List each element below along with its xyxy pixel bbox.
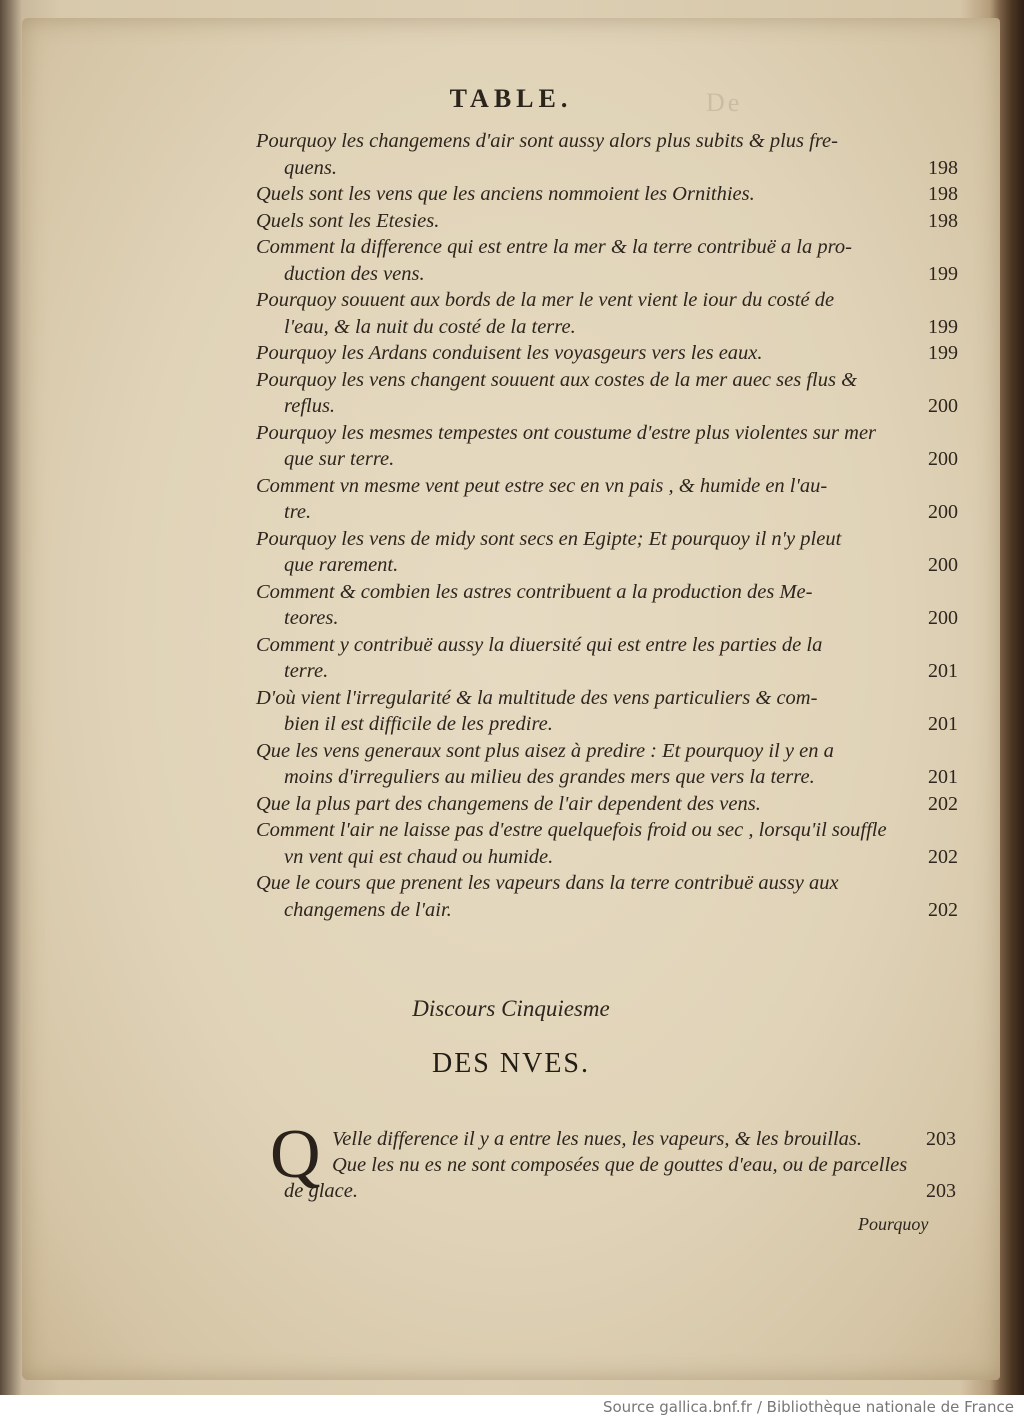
toc-entry-line: Que les vens generaux sont plus aisez à predire : Et pourquoy il y en a [256, 739, 834, 762]
page-number: 200 [928, 448, 958, 470]
toc-entry [256, 340, 956, 367]
page-number: 200 [928, 501, 958, 523]
toc-entry-text [256, 738, 956, 791]
toc-entry [256, 234, 956, 287]
chapter-title: DES NVES. [431, 1048, 590, 1079]
page-number: 200 [928, 554, 958, 576]
list-item [284, 1152, 956, 1204]
toc-entry [256, 579, 956, 632]
bleed-through-text: De [706, 88, 743, 117]
toc-entry [256, 181, 956, 208]
page-number: 200 [928, 395, 958, 417]
table-of-contents [256, 128, 956, 923]
toc-entry-line-continued: reflus. [284, 395, 336, 417]
section-title: Discours Cinquiesme [412, 996, 610, 1021]
entry-text: Velle difference il y a entre les nues, les vapeurs, & les brouillas. [332, 1128, 863, 1150]
toc-entry [256, 287, 956, 340]
source-credit: Source gallica.bnf.fr / Bibliothèque nationale de France [602, 1398, 1014, 1416]
toc-entry-line-continued: changemens de l'air. [284, 898, 452, 921]
page-number: 203 [926, 1128, 956, 1150]
toc-entry-line: Comment y contribuë aussy la diuersité qui est entre les parties de la [256, 633, 823, 656]
entry-text: Que les nu es ne sont composées que de gouttes d'eau, ou de parcelles [332, 1154, 908, 1176]
page-number: 201 [928, 766, 958, 788]
toc-entry-line: D'où vient l'irregularité & la multitude des vens particuliers & com- [256, 686, 818, 709]
toc-entry [256, 367, 956, 420]
toc-entry-line: Pourquoy les mesmes tempestes ont coustume d'estre plus violentes sur mer [256, 421, 877, 444]
toc-entry-line: Que le cours que prenent les vapeurs dans la terre contribuë aussy aux [256, 872, 839, 894]
toc-entry-text [256, 685, 956, 738]
page-number: 199 [928, 342, 958, 364]
page-number: 198 [928, 183, 958, 205]
toc-entry-line: Comment & combien les astres contribuent a la production des Me- [256, 580, 813, 603]
toc-entry-text [256, 579, 956, 632]
toc-entry-text [256, 340, 956, 367]
toc-entry-line-continued: que rarement. [284, 554, 399, 576]
toc-entry-text [256, 791, 956, 818]
toc-entry-line-continued: duction des vens. [284, 262, 425, 285]
page-number: 203 [926, 1180, 956, 1202]
toc-entry-line: Quels sont les Etesies. [256, 209, 440, 232]
toc-entry-text [256, 473, 956, 526]
toc-entry [256, 208, 956, 235]
toc-entry-text [256, 181, 956, 208]
toc-entry-text [256, 234, 956, 287]
toc-entry-text [256, 367, 956, 420]
toc-entry-line-continued: que sur terre. [284, 448, 395, 470]
page-number: 200 [928, 607, 958, 629]
toc-entry-line-continued: moins d'irreguliers au milieu des grandes mers que vers la terre. [284, 766, 815, 788]
toc-entry [256, 526, 956, 579]
toc-entry-line-continued: bien il est difficile de les predire. [284, 713, 553, 735]
book-page [22, 18, 1000, 1380]
toc-entry-line: Comment l'air ne laisse pas d'estre quelquefois froid ou sec , lorsqu'il souffle [256, 819, 887, 841]
toc-entry-line: Que la plus part des changemens de l'air dependent des vens. [256, 792, 761, 815]
toc-entry-line: Pourquoy les vens de midy sont secs en Egipte; Et pourquoy il n'y pleut [256, 527, 842, 550]
toc-entry-line: Comment la difference qui est entre la mer & la terre contribuë a la pro- [256, 236, 852, 258]
toc-entry [256, 420, 956, 473]
page-number: 201 [928, 713, 958, 735]
toc-entry-text [256, 526, 956, 579]
toc-entry [256, 473, 956, 526]
toc-entry-text [256, 128, 956, 181]
toc-entry-line-continued: terre. [284, 660, 329, 682]
toc-entry-line: Pourquoy les vens changent souuent aux costes de la mer auec ses flus & [256, 368, 858, 391]
toc-entry-line: Pourquoy les Ardans conduisent les voyasgeurs vers les eaux. [256, 342, 763, 364]
entry-text-continued: de glace. [284, 1180, 358, 1202]
page-header: TABLE. [449, 84, 573, 113]
catchword: Pourquoy [858, 1214, 929, 1234]
page-number: 199 [928, 315, 958, 338]
page-number: 202 [928, 898, 958, 921]
toc-entry-text [256, 420, 956, 473]
page-number: 202 [928, 845, 958, 868]
page-number: 199 [928, 262, 958, 285]
toc-entry [256, 685, 956, 738]
toc-entry-line-continued: teores. [284, 607, 339, 629]
toc-entry-line: Pourquoy souuent aux bords de la mer le vent vient le iour du costé de [256, 289, 835, 311]
toc-entry-line-continued: l'eau, & la nuit du costé de la terre. [284, 315, 576, 338]
toc-entry-text [256, 287, 956, 340]
toc-entry [256, 738, 956, 791]
toc-entry [256, 791, 956, 818]
toc-entry [256, 870, 956, 923]
page-number: 198 [928, 209, 958, 232]
toc-entry-line-continued: quens. [284, 156, 337, 179]
list-item [284, 1126, 956, 1152]
toc-entry [256, 817, 956, 870]
toc-entry [256, 632, 956, 685]
chapter-entries [270, 1116, 956, 1204]
toc-entry-line: Pourquoy les changemens d'air sont aussy alors plus subits & plus fre- [256, 130, 838, 152]
toc-entry-line-continued: vn vent qui est chaud ou humide. [284, 845, 554, 868]
toc-entry-line: Quels sont les vens que les anciens nommoient les Ornithies. [256, 183, 755, 205]
page-number: 201 [928, 660, 958, 682]
page-number: 202 [928, 792, 958, 815]
toc-entry [256, 128, 956, 181]
toc-entry-line-continued: tre. [284, 501, 312, 523]
toc-entry-text [256, 632, 956, 685]
toc-entry-text [256, 817, 956, 870]
page-number: 198 [928, 156, 958, 179]
toc-entry-text [256, 870, 956, 923]
toc-entry-line: Comment vn mesme vent peut estre sec en vn pais , & humide en l'au- [256, 474, 828, 497]
drop-cap: Q [270, 1116, 321, 1193]
toc-entry-text [256, 208, 956, 235]
